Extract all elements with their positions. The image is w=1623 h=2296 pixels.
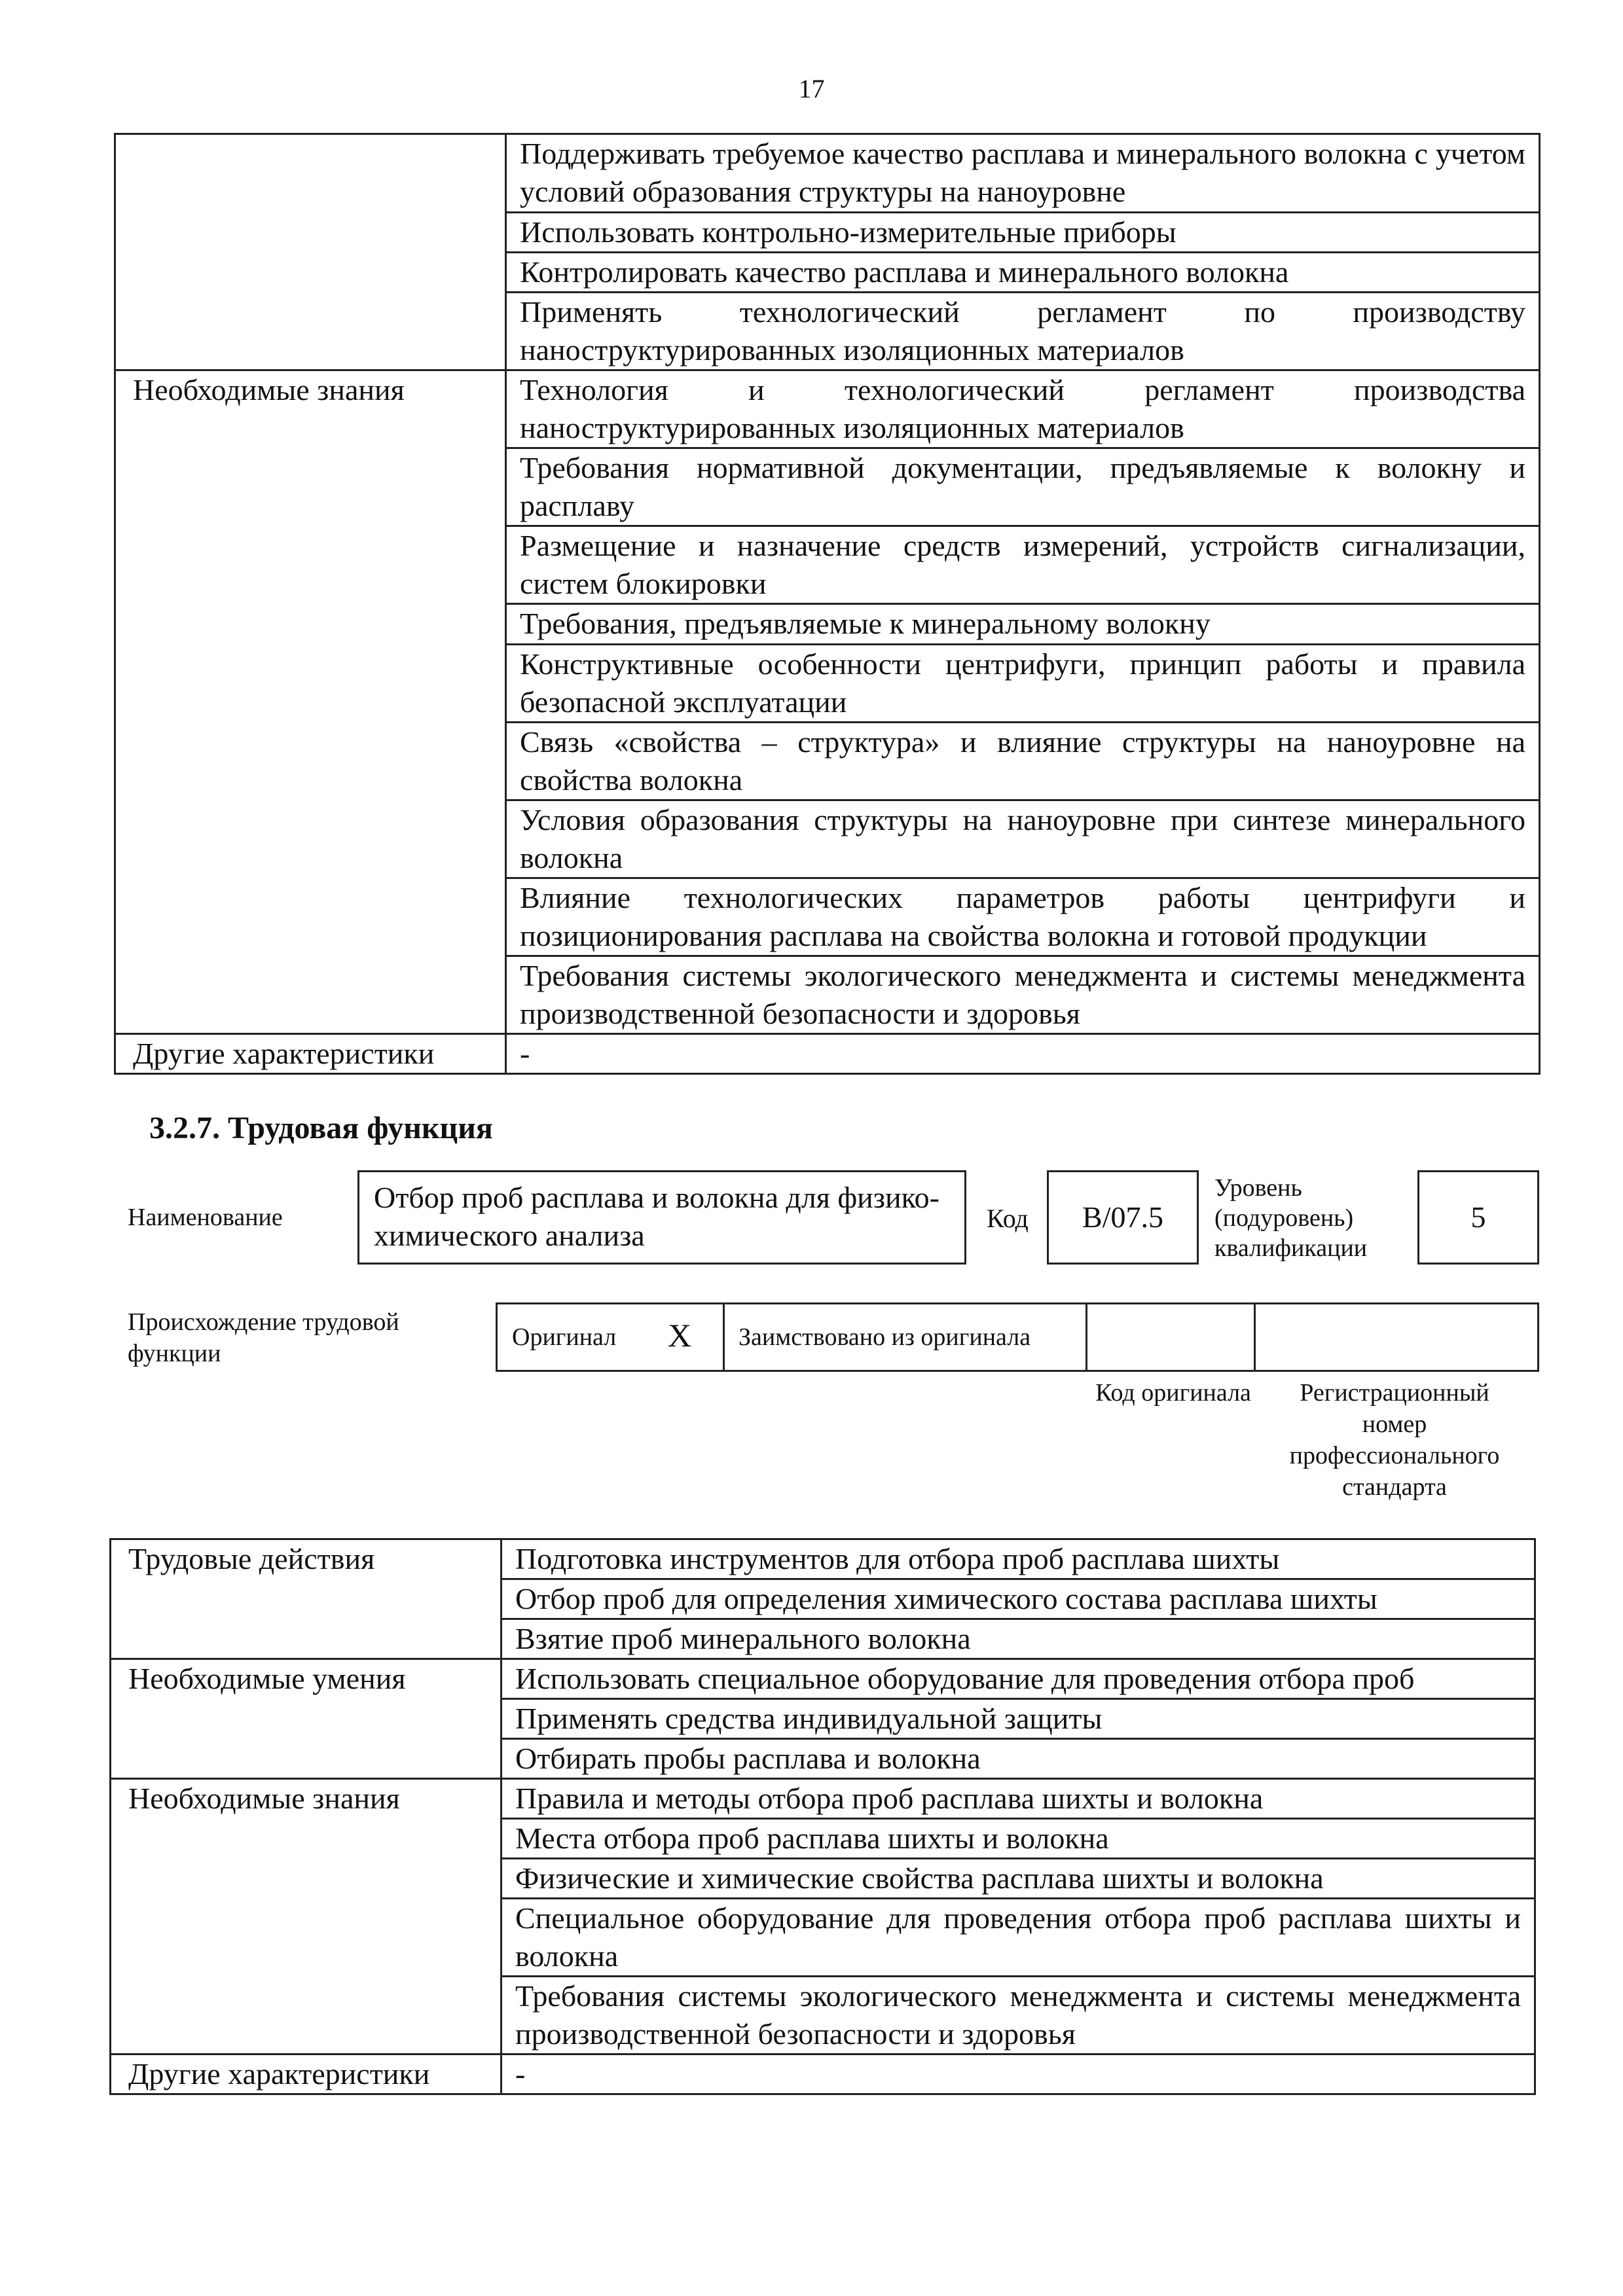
code-box [1047, 1170, 1199, 1265]
level-box [1417, 1170, 1539, 1265]
table-row-label: Необходимые знания [111, 1779, 501, 2054]
list-item: Отбор проб для определения химического состава расплава шихты [501, 1579, 1535, 1619]
list-item: - [501, 2054, 1535, 2094]
table-row-label: Необходимые умения [111, 1659, 501, 1779]
page-number: 17 [798, 74, 825, 103]
list-item: Отбирать пробы расплава и волокна [501, 1739, 1535, 1779]
list-item: Требования, предъявляемые к минеральному волокну [506, 604, 1540, 645]
divider [723, 1304, 725, 1370]
list-item: Правила и методы отбора проб расплава шихты и волокна [501, 1779, 1535, 1819]
list-item: Использовать контрольно-измерительные приборы [506, 213, 1540, 253]
divider [1085, 1304, 1087, 1370]
list-item: Требования нормативной документации, предъявляемые к волокну и расплаву [506, 448, 1540, 526]
list-item: Контролировать качество расплава и минерального волокна [506, 253, 1540, 293]
list-item: Подготовка инструментов для отбора проб расплава шихты [501, 1539, 1535, 1579]
level-label: Уровень (подуровень) квалификации [1214, 1174, 1368, 1262]
list-item: Конструктивные особенности центрифуги, принцип работы и правила безопасной эксплуатации [506, 645, 1540, 723]
list-item: Специальное оборудование для проведения отбора проб расплава шихты и волокна [501, 1899, 1535, 1977]
reg-number-label: Регистрационный номер профессионального стандарта [1289, 1379, 1500, 1501]
list-item: Связь «свойства – структура» и влияние структуры на наноуровне на свойства волокна [506, 723, 1540, 800]
top-requirements-table [114, 133, 1541, 1075]
table-row-label: Необходимые знания [115, 370, 506, 1034]
list-item: Размещение и назначение средств измерений, устройств сигнализации, систем блокировки [506, 526, 1540, 604]
function-name-value: Отбор проб расплава и волокна для физико-химического анализа [374, 1181, 939, 1252]
list-item: Поддерживать требуемое качество расплава и минерального волокна с учетом условий образования структуры на наноуровне [506, 134, 1540, 213]
origin-box [496, 1302, 1539, 1372]
name-label: Наименование [128, 1204, 283, 1231]
list-item: Требования системы экологического менеджмента и системы менеджмента производственной безопасности и здоровья [506, 956, 1540, 1034]
table-row-label: Другие характеристики [111, 2054, 501, 2094]
divider [1254, 1304, 1256, 1370]
borrowed-label: Заимствовано из оригинала [739, 1323, 1031, 1351]
list-item: Условия образования структуры на наноуровне при синтезе минерального волокна [506, 800, 1540, 878]
list-item: Использовать специальное оборудование для проведения отбора проб [501, 1659, 1535, 1699]
original-label: Оригинал [512, 1323, 617, 1351]
list-item: Физические и химические свойства расплава шихты и волокна [501, 1859, 1535, 1899]
list-item: - [506, 1034, 1540, 1074]
table-row-label: Трудовые действия [111, 1539, 501, 1659]
list-item: Влияние технологических параметров работы центрифуги и позиционирования расплава на свойства волокна и готовой продукции [506, 878, 1540, 956]
original-mark: X [668, 1317, 692, 1354]
list-item: Места отбора проб расплава шихты и волокна [501, 1819, 1535, 1859]
origin-label: Происхождение трудовой функции [128, 1308, 399, 1367]
code-original-label: Код оригинала [1095, 1379, 1251, 1407]
code-value: B/07.5 [1082, 1200, 1163, 1234]
list-item: Технология и технологический регламент производства наноструктурированных изоляционных материалов [506, 370, 1540, 448]
section-title: 3.2.7. Трудовая функция [149, 1111, 493, 1145]
list-item: Применять технологический регламент по производству наноструктурированных изоляционных материалов [506, 293, 1540, 370]
table-row-label: Другие характеристики [115, 1034, 506, 1074]
bottom-requirements-table [109, 1538, 1536, 2095]
table-row-label [115, 134, 506, 370]
list-item: Применять средства индивидуальной защиты [501, 1699, 1535, 1739]
level-value: 5 [1470, 1200, 1486, 1234]
list-item: Требования системы экологического менеджмента и системы менеджмента производственной безопасности и здоровья [501, 1977, 1535, 2054]
code-label: Код [987, 1204, 1029, 1233]
list-item: Взятие проб минерального волокна [501, 1619, 1535, 1659]
function-name-box [357, 1170, 966, 1265]
